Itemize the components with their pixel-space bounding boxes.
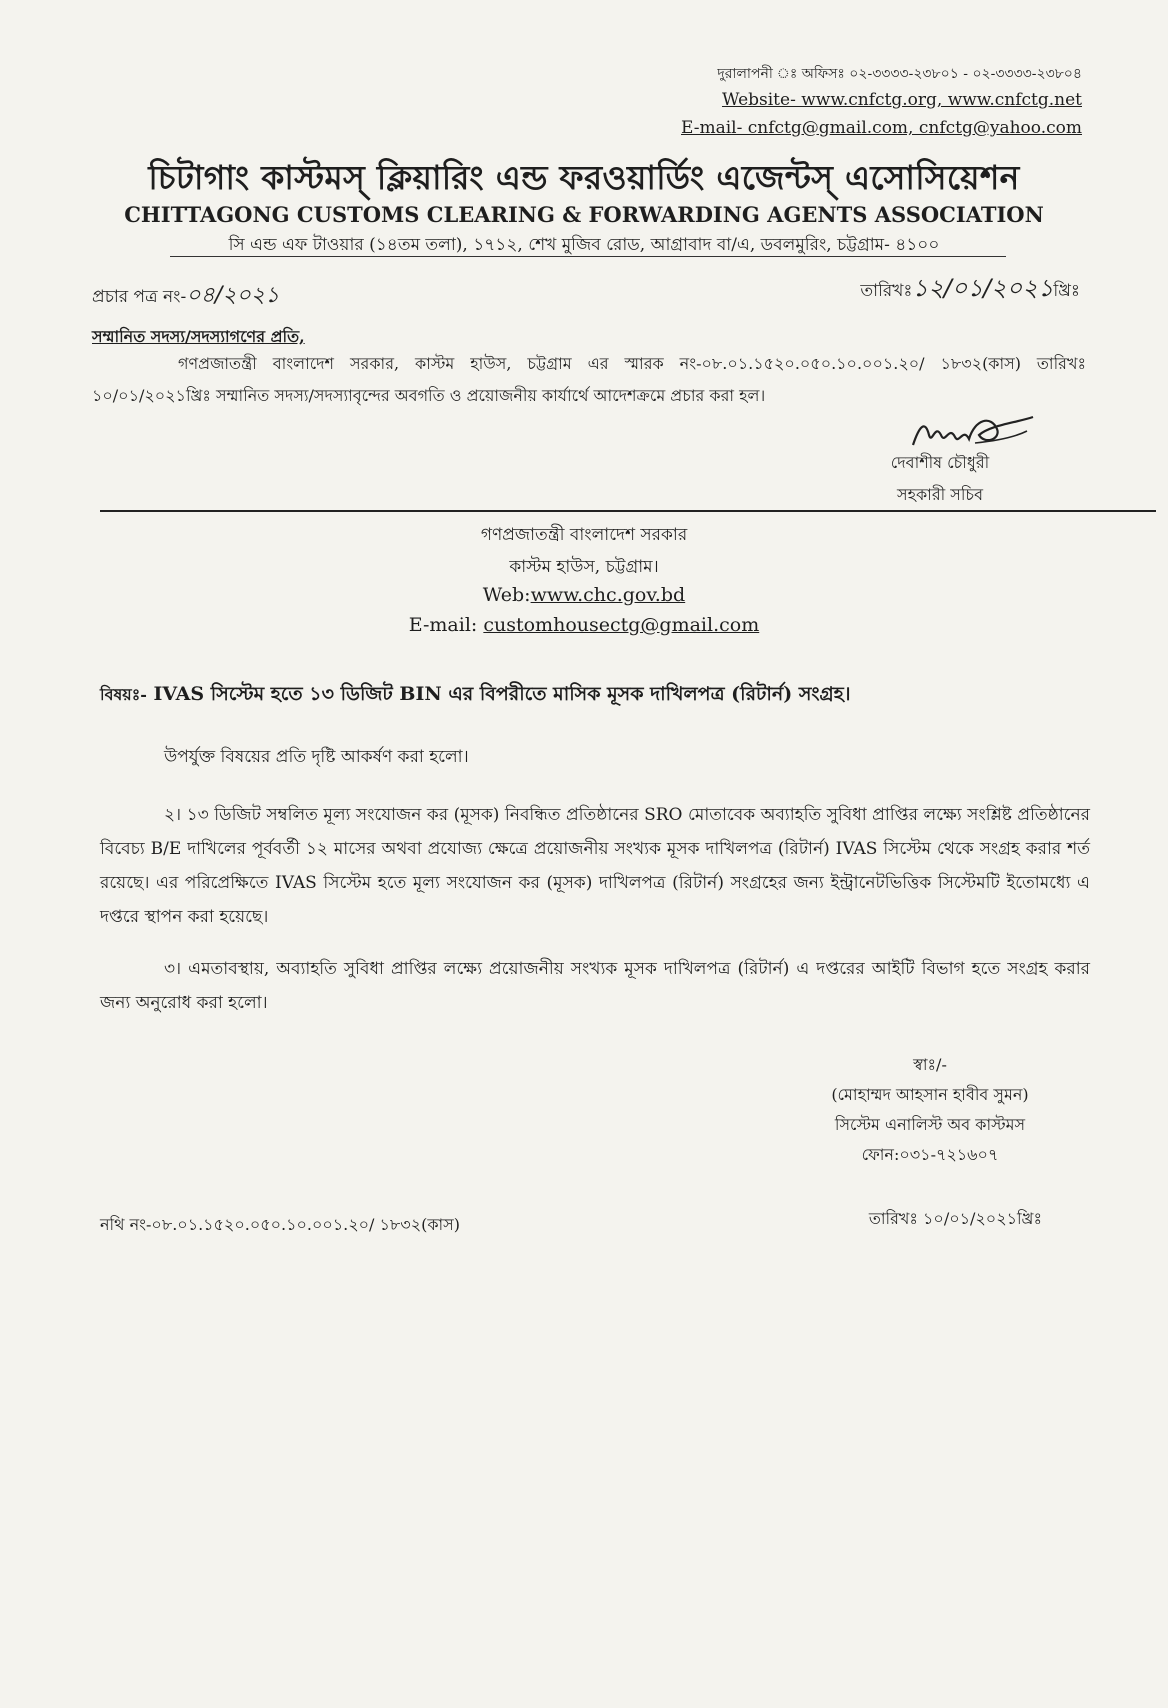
association-title-bn: চিটাগাং কাস্টমস্ ক্লিয়ারিং এন্ড ফরওয়ার্ডিং এজেন্টস্ এসোসিয়েশন (148, 158, 1020, 197)
salutation: সম্মানিত সদস্য/সদস্যাগণের প্রতি, (92, 327, 305, 346)
circular-label: প্রচার পত্র নং- (92, 287, 187, 307)
paragraph-2: ২। ১৩ ডিজিট সম্বলিত মূল্য সংযোজন কর (মূসক) নিবন্ধিত প্রতিষ্ঠানের SRO মোতাবেক অব্যাহতি সুবিধা প্রাপ্তির লক্ষ্যে সংশ্লিষ্ট প্রতিষ্ঠানের বিবেচ্য B/E দাখিলের পূর্ববর্তী ১২ মাসের অথবা প্রযোজ্য ক্ষেত্রে প্রয়োজনীয় সংখ্যক মূসক দাখিলপত্র (রিটার্ন) IVAS সিস্টেম থেকে সংগ্রহ করার শর্ত রয়েছে। এর পরিপ্রেক্ষিতে IVAS সিস্টেম হতে মূল্য সংযোজন কর (মূসক) দাখিলপত্র (রিটার্ন) সংগ্রহের জন্য ইন্ট্রানেটভিত্তিক সিস্টেমটি ইতোমধ্যে এ দপ্তরে স্থাপন করা হয়েছে। (100, 805, 1090, 927)
custom-house-email (0, 614, 1168, 636)
circular-date-suffix: খ্রিঃ (1053, 281, 1080, 301)
paragraph-3: ৩। এমতাবস্থায়, অব্যাহতি সুবিধা প্রাপ্তির লক্ষ্যে প্রয়োজনীয় সংখ্যক মূসক দাখিলপত্র (রিটার্ন) এ দপ্তরের আইটি বিভাগ হতে সংগ্রহ করার জন্য অনুরোধ করা হলো। (100, 959, 1090, 1013)
official-title: সিস্টেম এনালিস্ট অব কাস্টমস (834, 1115, 1026, 1134)
circular-date (760, 270, 1080, 310)
sign-mark: স্বাঃ/- (913, 1055, 947, 1074)
paragraph-1: উপর্যুক্ত বিষয়ের প্রতি দৃষ্টি আকর্ষণ করা হলো। (164, 747, 469, 767)
address-underline (170, 256, 1006, 257)
association-address: সি এন্ড এফ টাওয়ার (১৪তম তলা), ১৭১২, শেখ মুজিব রোড, আগ্রাবাদ বা/এ, ডবলমুরিং, চট্টগ্রাম- ৪১০০ (228, 235, 940, 255)
custom-house-email-link[interactable]: customhousectg@gmail.com (483, 614, 760, 636)
official-phone: ফোন:০৩১-৭২১৬০৭ (861, 1145, 999, 1164)
file-number: নথি নং-০৮.০১.১৫২০.০৫০.১০.০০১.২০/ ১৮৩২(কাস) (100, 1215, 460, 1234)
subject-line (100, 680, 1100, 712)
letter-body: গণপ্রজাতন্ত্রী বাংলাদেশ সরকার, কাস্টম হাউস, চট্টগ্রাম এর স্মারক নং-০৮.০১.১৫২০.০৫০.১০.০০১.২০/ ১৮৩২(কাস) তারিখঃ ১০/০১/২০২১খ্রিঃ সম্মানিত সদস্য/সদস্যাবৃন্দের অবগতি ও প্রয়োজনীয় কার্যার্থে আদেশক্রমে প্রচার করা হল। (92, 354, 1086, 405)
phone-numbers: দুরালাপনী ঃ অফিসঃ ০২-৩৩৩৩-২৩৮০১ - ০২-৩৩৩৩-২৩৮০৪ (717, 66, 1082, 82)
circular-date-label: তারিখঃ (860, 281, 913, 301)
section-divider (100, 510, 1156, 512)
circular-number (92, 278, 279, 315)
signer-title: সহকারী সচিব (897, 485, 983, 504)
government-name: গণপ্রজাতন্ত্রী বাংলাদেশ সরকার (480, 525, 688, 545)
subject-text: IVAS সিস্টেম হতে ১৩ ডিজিট BIN এর বিপরীতে মাসিক মূসক দাখিলপত্র (রিটার্ন) সংগ্রহ। (153, 683, 851, 705)
signature-image (905, 405, 1045, 455)
association-title-en: CHITTAGONG CUSTOMS CLEARING & FORWARDING AGENTS ASSOCIATION (124, 202, 1044, 227)
subject-label: বিষয়ঃ- (100, 685, 147, 704)
circular-date-handwritten: ১২/০১/২০২১ (912, 274, 1054, 302)
email-label: E-mail: (408, 614, 484, 636)
web-label: Web: (482, 584, 531, 606)
custom-house-web (0, 584, 1168, 606)
custom-house-name: কাস্টম হাউস, চট্টগ্রাম। (509, 557, 659, 577)
website-link[interactable]: Website- www.cnfctg.org, www.cnfctg.net (721, 90, 1082, 110)
circular-number-handwritten: ০৪/২০২১ (186, 283, 280, 308)
signer-name: দেবাশীষ চৌধুরী (890, 453, 990, 472)
notice-date: তারিখঃ ১০/০১/২০২১খ্রিঃ (868, 1209, 1042, 1228)
official-name: (মোহাম্মদ আহসান হাবীব সুমন) (831, 1085, 1029, 1104)
email-link[interactable]: E-mail- cnfctg@gmail.com, cnfctg@yahoo.com (681, 118, 1082, 138)
custom-house-web-link[interactable]: www.chc.gov.bd (530, 584, 686, 606)
